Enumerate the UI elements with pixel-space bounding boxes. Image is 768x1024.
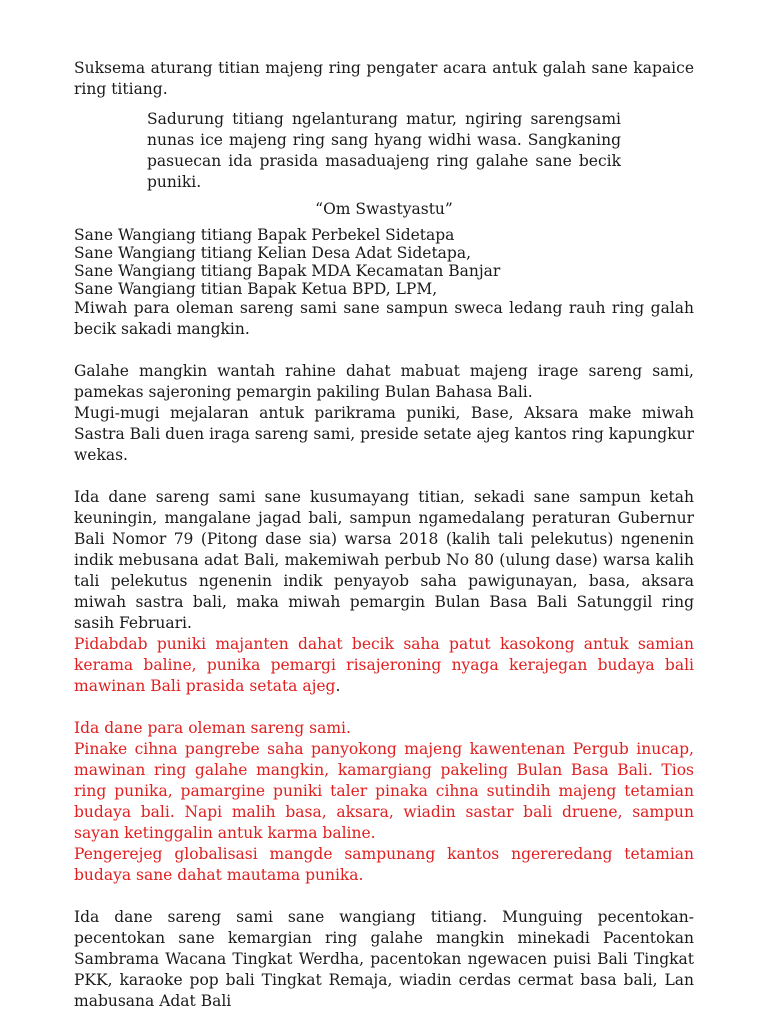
salutation-line: Sane Wangiang titiang Bapak Perbekel Sidetapa xyxy=(74,226,455,244)
paragraph-competitions: Ida dane sareng sami sane wangiang titiang. Munguing pecentokan-pecentokan sane kemargian ring galahe mangkin minekadi Pacentokan Sambrama Wacana Tingkat Werdha, pacentokan ngewacen puisi Bali Tingkat PKK, karaoke pop bali Tingkat Remaja, wiadin cerdas cermat basa bali, Lan mabusana Adat Bali xyxy=(74,908,694,1010)
paragraph-support-period: . xyxy=(335,677,341,695)
paragraph-occasion: Galahe mangkin wantah rahine dahat mabuat majeng irage sareng sami, pamekas sajeroning pemargin pakiling Bulan Bahasa Bali. xyxy=(74,362,694,401)
paragraph-hope: Mugi-mugi mejalaran antuk parikrama puniki, Base, Aksara make miwah Sastra Bali duen iraga sareng sami, preside setate ajeg kantos ring kapungkur wekas. xyxy=(74,404,694,464)
salutation-list xyxy=(74,226,694,298)
paragraph-audience-red: Ida dane para oleman sareng sami. xyxy=(74,719,351,737)
paragraph-symbol-red: Pinake cihna pangrebe saha panyokong majeng kawentenan Pergub inucap, mawinan ring galahe mangkin, kamargiang pakeling Bulan Basa Bali. Tios ring punika, pamargine puniki taler pinaka cihna sutindih majeng tetamian budaya bali. Napi malih basa, aksara, wiadin sastar bali druene, sampun sayan ketinggalin antuk karma baline. xyxy=(74,740,694,842)
paragraph-globalization-red: Pengerejeg globalisasi mangde sampunang kantos ngereredang tetamian budaya sane dahat mautama punika. xyxy=(74,845,694,884)
salutation-line: Sane Wangiang titiang Kelian Desa Adat Sidetapa, xyxy=(74,244,472,262)
paragraph-guests: Miwah para oleman sareng sami sane sampun sweca ledang rauh ring galah becik sakadi mangkin. xyxy=(74,299,694,338)
paragraph-opening-prayer: Sadurung titiang ngelanturang matur, ngiring sarengsami nunas ice majeng ring sang hyang widhi wasa. Sangkaning pasuecan ida prasida masaduajeng ring galahe sane becik puniki. xyxy=(147,110,621,191)
greeting: “Om Swastyastu” xyxy=(315,200,453,218)
salutation-line: Sane Wangiang titian Bapak Ketua BPD, LPM, xyxy=(74,280,438,298)
salutation-line: Sane Wangiang titiang Bapak MDA Kecamatan Banjar xyxy=(74,262,501,280)
paragraph-thanks: Suksema aturang titian majeng ring pengater acara antuk galah sane kapaice ring titiang. xyxy=(74,59,694,98)
paragraph-regulation: Ida dane sareng sami sane kusumayang titian, sekadi sane sampun ketah keuningin, mangalane jagad bali, sampun ngamedalang peraturan Gubernur Bali Nomor 79 (Pitong dase sia) warsa 2018 (kalih tali pelekutus) ngenenin indik mebusana adat Bali, makemiwah perbub No 80 (ulung dase) warsa kalih tali pelekutus ngenenin indik penyayob saha pawigunayan, basa, aksara miwah sastra bali, maka miwah pemargin Bulan Basa Bali Satunggil ring sasih Februari. xyxy=(74,488,694,632)
document-page xyxy=(74,58,694,1024)
paragraph-support-red xyxy=(74,634,694,697)
paragraph-support-text: Pidabdab puniki majanten dahat becik saha patut kasokong antuk samian kerama baline, punika pemargi risajeroning nyaga kerajegan budaya bali mawinan Bali prasida setata ajeg xyxy=(74,635,694,695)
